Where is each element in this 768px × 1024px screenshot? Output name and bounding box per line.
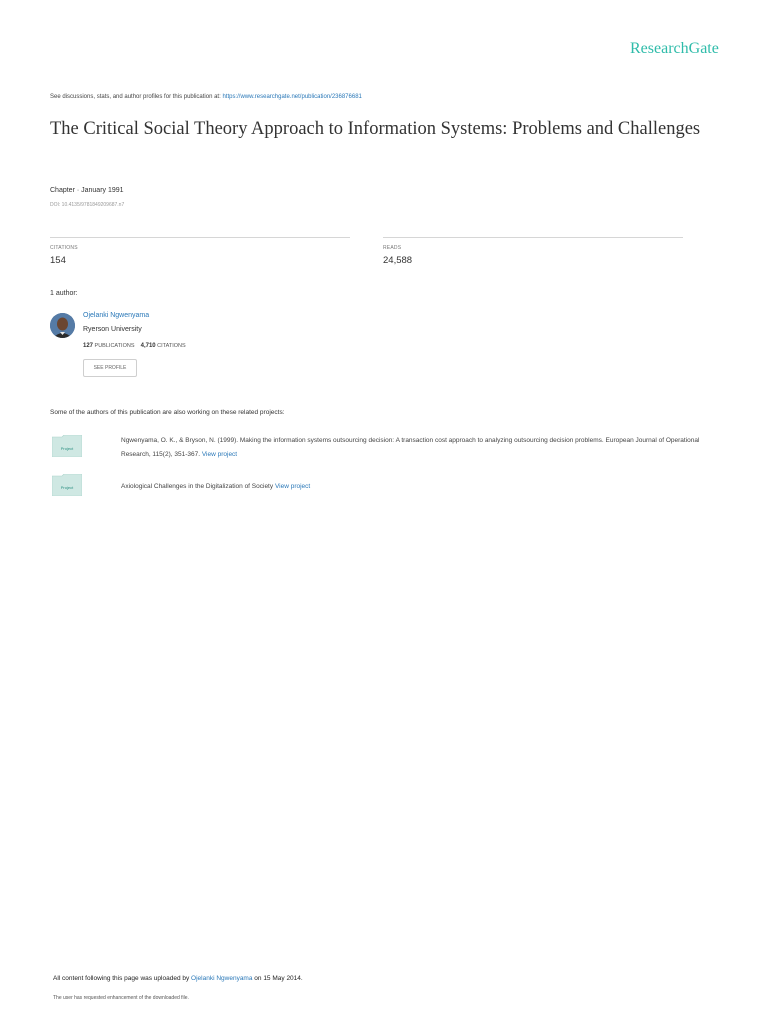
author-avatar[interactable] bbox=[50, 313, 75, 338]
publication-doi[interactable]: DOI: 10.4135/9781849209687.n7 bbox=[50, 202, 125, 208]
upload-footer bbox=[53, 975, 303, 982]
discussion-line bbox=[50, 94, 362, 100]
related-project-text: Ngwenyama, O. K., & Bryson, N. (1999). Making the information systems outsourcing decision: A transaction cost approach to analyzing outsourcing decision problems. European Journal of Operational Research, 115(2), 351-367. bbox=[121, 437, 700, 458]
project-icon-label: Project bbox=[60, 446, 74, 451]
discussion-prefix: See discussions, stats, and author profiles for this publication at: bbox=[50, 94, 221, 100]
reads-label: READS bbox=[383, 245, 402, 251]
project-folder-icon bbox=[52, 435, 82, 457]
author-citations-count: 4,710 bbox=[140, 343, 156, 349]
reads-divider bbox=[383, 237, 683, 238]
author-institution: Ryerson University bbox=[83, 326, 142, 333]
publication-title: The Critical Social Theory Approach to Information Systems: Problems and Challenges bbox=[50, 119, 701, 139]
reads-count: 24,588 bbox=[383, 255, 413, 266]
project-folder-icon bbox=[52, 474, 82, 496]
citations-label: CITATIONS bbox=[50, 245, 78, 251]
upload-date: on 15 May 2014. bbox=[254, 975, 303, 982]
enhancement-note: The user has requested enhancement of the downloaded file. bbox=[53, 995, 189, 1001]
uploader-link[interactable]: Ojelanki Ngwenyama bbox=[191, 975, 253, 982]
author-publications-label: PUBLICATIONS bbox=[94, 343, 135, 349]
author-stats bbox=[83, 343, 186, 349]
researchgate-logo[interactable]: ResearchGate bbox=[630, 40, 719, 57]
author-citations-label: CITATIONS bbox=[157, 343, 186, 349]
author-publications-count: 127 bbox=[83, 343, 94, 349]
view-project-link[interactable]: View project bbox=[201, 451, 238, 458]
authors-heading: 1 author: bbox=[50, 290, 78, 297]
citations-divider bbox=[50, 237, 350, 238]
related-project-text: Axiological Challenges in the Digitalization of Society bbox=[121, 483, 274, 490]
view-project-link[interactable]: View project bbox=[274, 483, 311, 490]
related-project-item bbox=[121, 434, 721, 462]
upload-prefix: All content following this page was uploaded by bbox=[53, 975, 190, 982]
citations-count: 154 bbox=[50, 255, 66, 266]
author-name-link[interactable]: Ojelanki Ngwenyama bbox=[83, 312, 150, 319]
publication-type-date: Chapter · January 1991 bbox=[50, 187, 124, 194]
avatar-portrait-icon bbox=[50, 313, 75, 338]
related-projects-heading: Some of the authors of this publication are also working on these related projects: bbox=[50, 409, 285, 416]
related-project-item bbox=[121, 480, 721, 494]
see-profile-button[interactable]: SEE PROFILE bbox=[83, 359, 137, 377]
project-icon-label: Project bbox=[60, 485, 74, 490]
publication-url-link[interactable]: https://www.researchgate.net/publication/236876681 bbox=[222, 94, 362, 100]
